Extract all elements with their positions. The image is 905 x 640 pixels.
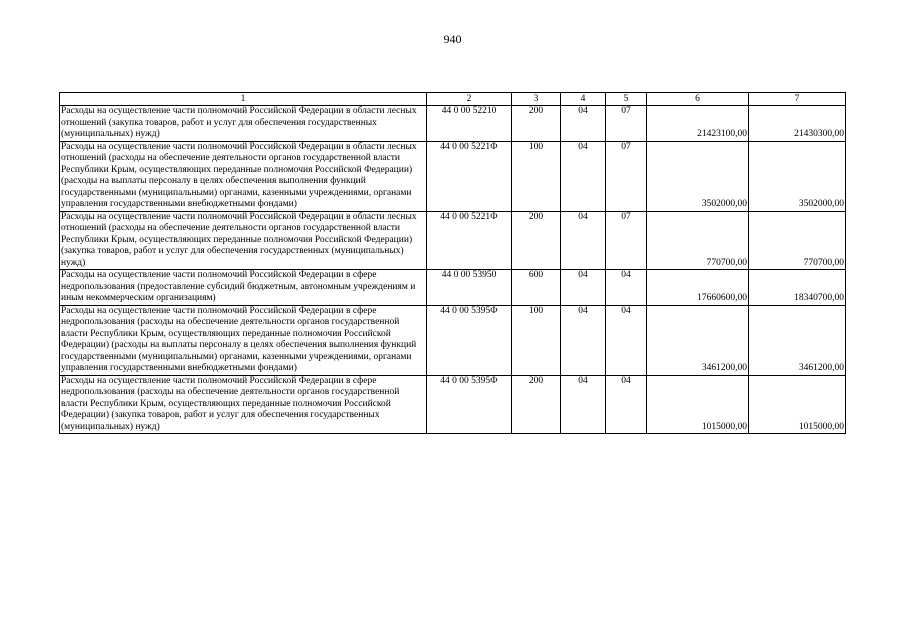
table-row [60, 211, 846, 270]
table-row [60, 375, 846, 434]
row-section: 04 [561, 305, 606, 375]
row-description: Расходы на осуществление части полномочий Российской Федерации в сфере недропользования (расходы на обеспечение деятельности органов государственной власти Республики Крым, осуществляющих переданные полномочия Российской Федерации) (расходы на выплаты персоналу в целях обеспечения выполнения функций государственными (муниципальными) органами, казенными учреждениями, органами управления государственными внебюджетными фондами) [60, 305, 427, 375]
table-header-row [60, 93, 846, 106]
row-expense-type: 200 [512, 106, 561, 142]
row-section: 04 [561, 141, 606, 211]
row-amount-2: 3461200,00 [749, 305, 846, 375]
row-amount-1: 21423100,00 [647, 106, 749, 142]
row-code: 44 0 00 5395Ф [427, 375, 512, 434]
row-description: Расходы на осуществление части полномочий Российской Федерации в сфере недропользования (расходы на обеспечение деятельности органов государственной власти Республики Крым, осуществляющих переданные полномочия Российской Федерации) (закупка товаров, работ и услуг для обеспечения государственных (муниципальных) нужд) [60, 375, 427, 434]
row-section: 04 [561, 106, 606, 142]
column-header: 2 [427, 93, 512, 106]
row-description: Расходы на осуществление части полномочий Российской Федерации в сфере недропользования (предоставление субсидий бюджетным, автономным учреждениям и иным некоммерческим организациям) [60, 270, 427, 306]
row-amount-2: 21430300,00 [749, 106, 846, 142]
row-expense-type: 200 [512, 211, 561, 270]
row-amount-2: 3502000,00 [749, 141, 846, 211]
row-subsection: 07 [606, 141, 647, 211]
row-amount-1: 3461200,00 [647, 305, 749, 375]
row-code: 44 0 00 5221Ф [427, 141, 512, 211]
column-header: 3 [512, 93, 561, 106]
row-section: 04 [561, 211, 606, 270]
column-header: 5 [606, 93, 647, 106]
column-header: 7 [749, 93, 846, 106]
row-section: 04 [561, 375, 606, 434]
row-expense-type: 100 [512, 305, 561, 375]
row-code: 44 0 00 53950 [427, 270, 512, 306]
column-header: 4 [561, 93, 606, 106]
row-subsection: 07 [606, 106, 647, 142]
row-amount-1: 3502000,00 [647, 141, 749, 211]
row-expense-type: 200 [512, 375, 561, 434]
table-row [60, 305, 846, 375]
table-row [60, 141, 846, 211]
row-expense-type: 600 [512, 270, 561, 306]
row-code: 44 0 00 52210 [427, 106, 512, 142]
column-header: 6 [647, 93, 749, 106]
row-amount-2: 18340700,00 [749, 270, 846, 306]
row-amount-2: 1015000,00 [749, 375, 846, 434]
row-amount-1: 770700,00 [647, 211, 749, 270]
row-section: 04 [561, 270, 606, 306]
row-amount-2: 770700,00 [749, 211, 846, 270]
row-subsection: 04 [606, 305, 647, 375]
table-row [60, 106, 846, 142]
table-row [60, 270, 846, 306]
row-description: Расходы на осуществление части полномочий Российской Федерации в области лесных отношений (расходы на обеспечение деятельности органов государственной власти Республики Крым, осуществляющих переданные полномочия Российской Федерации) (расходы на выплаты персоналу в целях обеспечения выполнения функций государственными (муниципальными) органами, казенными учреждениями, органами управления государственными внебюджетными фондами) [60, 141, 427, 211]
row-subsection: 04 [606, 270, 647, 306]
row-code: 44 0 00 5221Ф [427, 211, 512, 270]
row-description: Расходы на осуществление части полномочий Российской Федерации в области лесных отношений (закупка товаров, работ и услуг для обеспечения государственных (муниципальных) нужд) [60, 106, 427, 142]
row-subsection: 07 [606, 211, 647, 270]
row-subsection: 04 [606, 375, 647, 434]
row-code: 44 0 00 5395Ф [427, 305, 512, 375]
budget-table [59, 92, 846, 434]
page-number: 940 [443, 32, 462, 46]
row-description: Расходы на осуществление части полномочий Российской Федерации в области лесных отношений (расходы на обеспечение деятельности органов государственной власти Республики Крым, осуществляющих переданные полномочия Российской Федерации) (закупка товаров, работ и услуг для обеспечения государственных (муниципальных) нужд) [60, 211, 427, 270]
column-header: 1 [60, 93, 427, 106]
row-amount-1: 17660600,00 [647, 270, 749, 306]
row-expense-type: 100 [512, 141, 561, 211]
row-amount-1: 1015000,00 [647, 375, 749, 434]
